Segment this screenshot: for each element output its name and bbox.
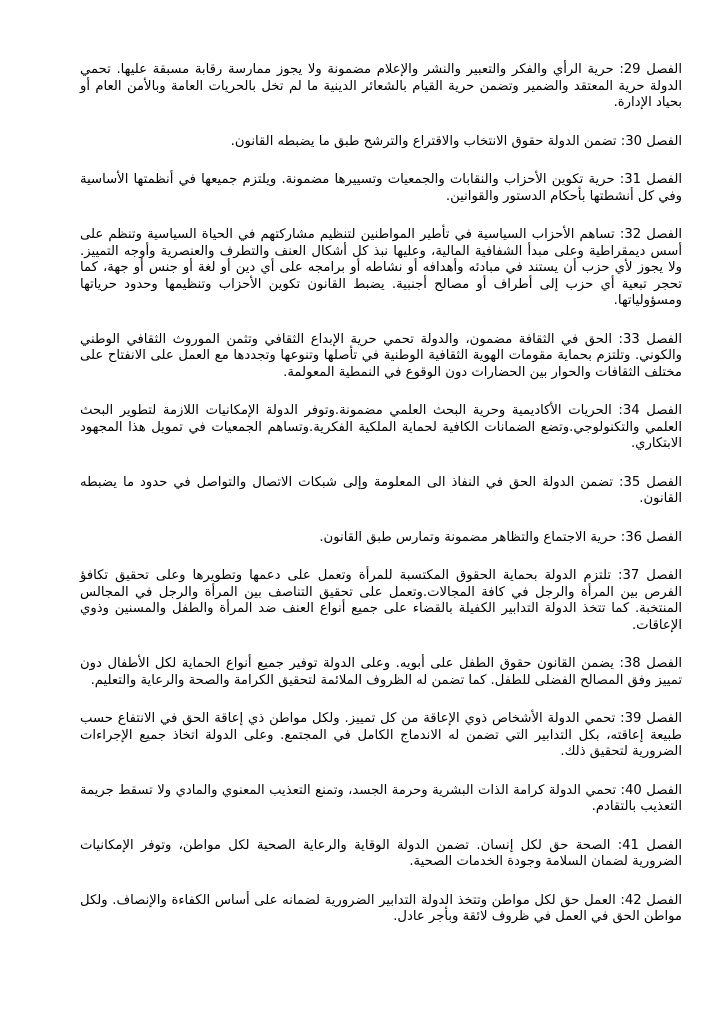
article-37: الفصل 37: تلتزم الدولة بحماية الحقوق المكتسبة للمرأة وتعمل على دعمها وتطويرها وعلى تحقيق تكافؤ الفرص بين المرأة والرجل في كافة المجالات.وتعمل على تحقيق التناصف بين المرأة والرجل في المجالس المنتخبة. كما تتخذ الدولة التدابير الكفيلة بالقضاء على جميع أنواع العنف ضد المرأة والطفل والمسنين وذوي الإعاقات. xyxy=(80,568,682,633)
document-page xyxy=(80,62,682,948)
article-36: الفصل 36: حرية الاجتماع والتظاهر مضمونة وتمارس طبق القانون. xyxy=(319,529,682,545)
article-40: الفصل 40: تحمي الدولة كرامة الذات البشرية وحرمة الجسد، وتمنع التعذيب المعنوي والمادي ولا تسقط جريمة التعذيب بالتقادم. xyxy=(80,782,682,814)
article-38: الفصل 38: يضمن القانون حقوق الطفل على أبويه. وعلى الدولة توفير جميع أنواع الحماية لكل الأطفال دون تمييز وفق المصالح الفضلى للطفل. كما تضمن له الظروف الملائمة لتحقيق الكرامة والصحة والرعاية والتعليم. xyxy=(80,656,683,688)
article-35: الفصل 35: تضمن الدولة الحق في النفاذ الى المعلومة وإلى شبكات الاتصال والتواصل في حدود ما يضبطه القانون. xyxy=(80,474,682,506)
article-33: الفصل 33: الحق في الثقافة مضمون، والدولة تحمي حرية الإبداع الثقافي وتثمن الموروث الثقافي الوطني والكوني. وتلتزم بحماية مقومات الهوية الثقافية الوطنية في تأصلها وتنوعها وتجددها مع العمل على الانفتاح على مختلف الثقافات والحوار بين الحضارات دون الوقوع في النمطية المعولمة. xyxy=(80,331,682,380)
article-34: الفصل 34: الحريات الأكاديمية وحرية البحث العلمي مضمونة.وتوفر الدولة الإمكانيات اللازمة لتطوير البحث العلمي والتكنولوجي.وتضع الضمانات الكافية لحماية الملكية الفكرية.وتساهم الجمعيات في تمويل هذا المجهود الابتكاري. xyxy=(80,403,682,451)
article-31: الفصل 31: حرية تكوين الأحزاب والنقابات والجمعيات وتسييرها مضمونة. ويلتزم جميعها في أنظمتها الأساسية وفي كل أنشطتها بأحكام الدستور والقوانين. xyxy=(80,172,682,204)
article-42: الفصل 42: العمل حق لكل مواطن وتتخذ الدولة التدابير الضرورية لضمانه على أساس الكفاءة والإنصاف. ولكل مواطن الحق في العمل في ظروف لائقة وبأجر عادل. xyxy=(80,892,682,924)
article-32: الفصل 32: تساهم الأحزاب السياسية في تأطير المواطنين لتنظيم مشاركتهم في الحياة السياسية وتنظم على أسس ديمقراطية وعلى مبدأ الشفافية المالية، وعليها نبذ كل أشكال العنف والتطرف والعنصرية وأوجه التمييز. ولا يجوز لأي حزب أن يستند في مبادئه وأهدافه أو نشاطه أو برامجه على أي دين أو لغة أو جنس أو جهة، كما تحجر تبعية أي حزب إلى أطراف أو مصالح أجنبية. يضبط القانون تكوين الأحزاب وتنظيمها وحدود حرياتها ومسؤولياتها. xyxy=(80,227,683,308)
article-39: الفصل 39: تحمي الدولة الأشخاص ذوي الإعاقة من كل تمييز. ولكل مواطن ذي إعاقة الحق في الانتفاع حسب طبيعة إعاقته، بكل التدابير التي تضمن له الاندماج الكامل في المجتمع. وعلى الدولة اتخاذ جميع الإجراءات الضرورية لتحقيق ذلك. xyxy=(80,711,683,759)
article-41: الفصل 41: الصحة حق لكل إنسان. تضمن الدولة الوقاية والرعاية الصحية لكل مواطن، وتوفر الإمكانيات الضرورية لضمان السلامة وجودة الخدمات الصحية. xyxy=(80,837,682,869)
article-29: الفصل 29: حرية الرأي والفكر والتعبير والنشر والإعلام مضمونة ولا يجوز ممارسة رقابة مسبقة عليها. تحمي الدولة حرية المعتقد والضمير وتضمن حرية القيام بالشعائر الدينية ما لم تخل بالحريات العامة وبالأمن العام أو بحياد الإدارة. xyxy=(80,62,682,110)
article-30: الفصل 30: تضمن الدولة حقوق الانتخاب والاقتراع والترشح طبق ما يضبطه القانون. xyxy=(230,133,682,149)
